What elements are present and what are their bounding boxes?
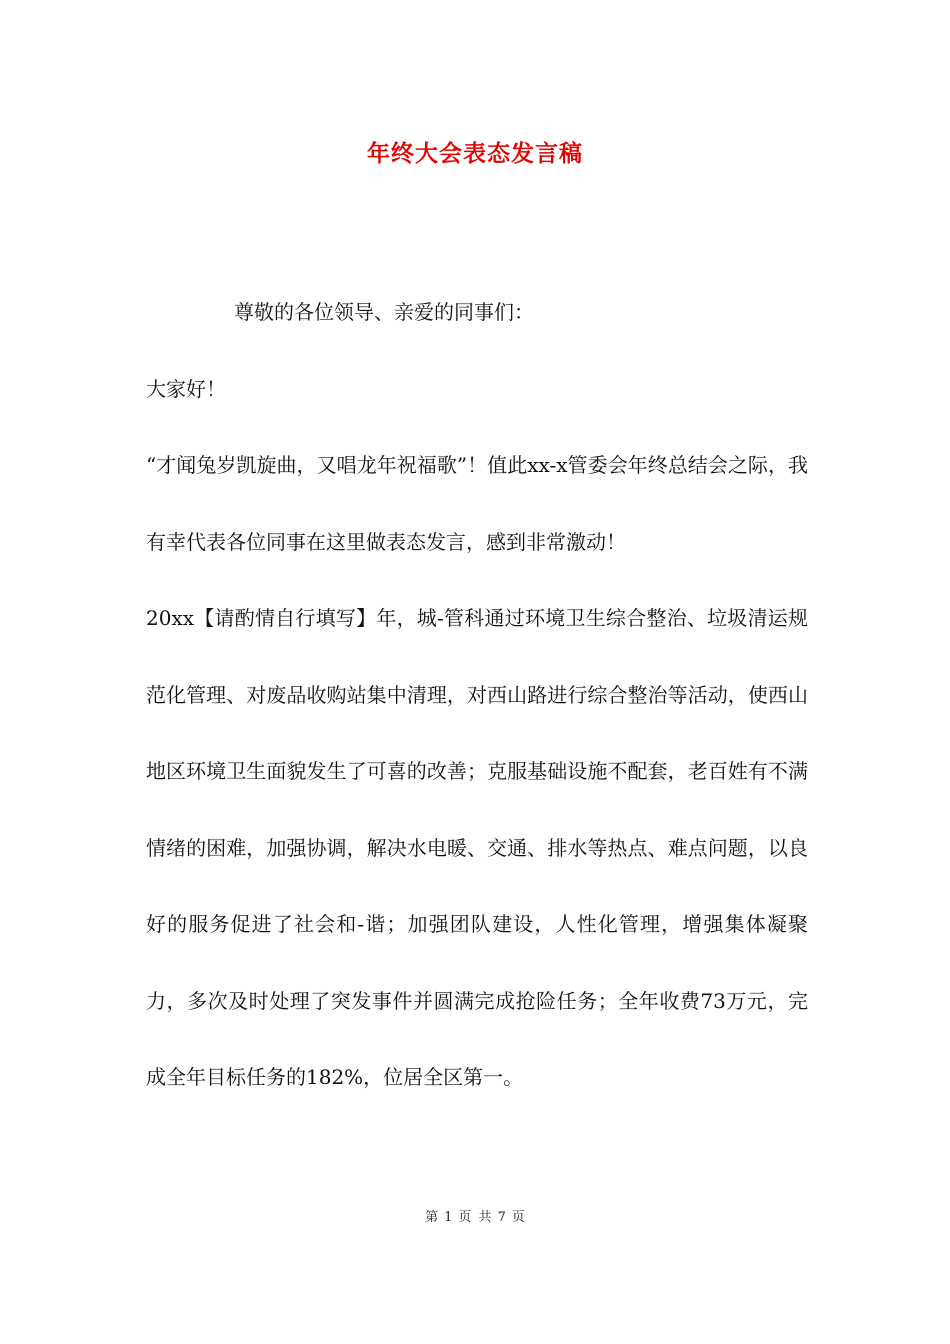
document-body xyxy=(146,274,808,1116)
document-title: 年终大会表态发言稿 xyxy=(367,141,583,167)
footer-prefix: 第 xyxy=(425,1210,439,1225)
page-number-footer xyxy=(0,1208,950,1228)
footer-middle: 页 共 xyxy=(458,1210,492,1225)
greeting-paragraph: 大家好！ xyxy=(146,376,226,401)
footer-suffix: 页 xyxy=(511,1210,525,1225)
footer-total-pages: 7 xyxy=(497,1210,506,1225)
salutation-paragraph: 尊敬的各位领导、亲爱的同事们： xyxy=(234,300,534,324)
opening-paragraph: “才闻兔岁凯旋曲，又唱龙年祝福歌”！值此xx-x管委会年终总结会之际，我有幸代表各位同事在这里做表态发言，感到非常激动！ xyxy=(146,453,808,554)
footer-current-page: 1 xyxy=(444,1210,453,1225)
achievements-paragraph: 20xx【请酌情自行填写】年，城-管科通过环境卫生综合整治、垃圾清运规范化管理、对废品收购站集中清理，对西山路进行综合整治等活动，使西山地区环境卫生面貌发生了可喜的改善；克服基础设施不配套，老百姓有不满情绪的困难，加强协调，解决水电暖、交通、排水等热点、难点问题，以良好的服务促进了社会和-谐；加强团队建设，人性化管理，增强集体凝聚力，多次及时处理了突发事件并圆满完成抢险任务；全年收费73万元，完成全年目标任务的182%，位居全区第一。 xyxy=(146,606,808,1089)
